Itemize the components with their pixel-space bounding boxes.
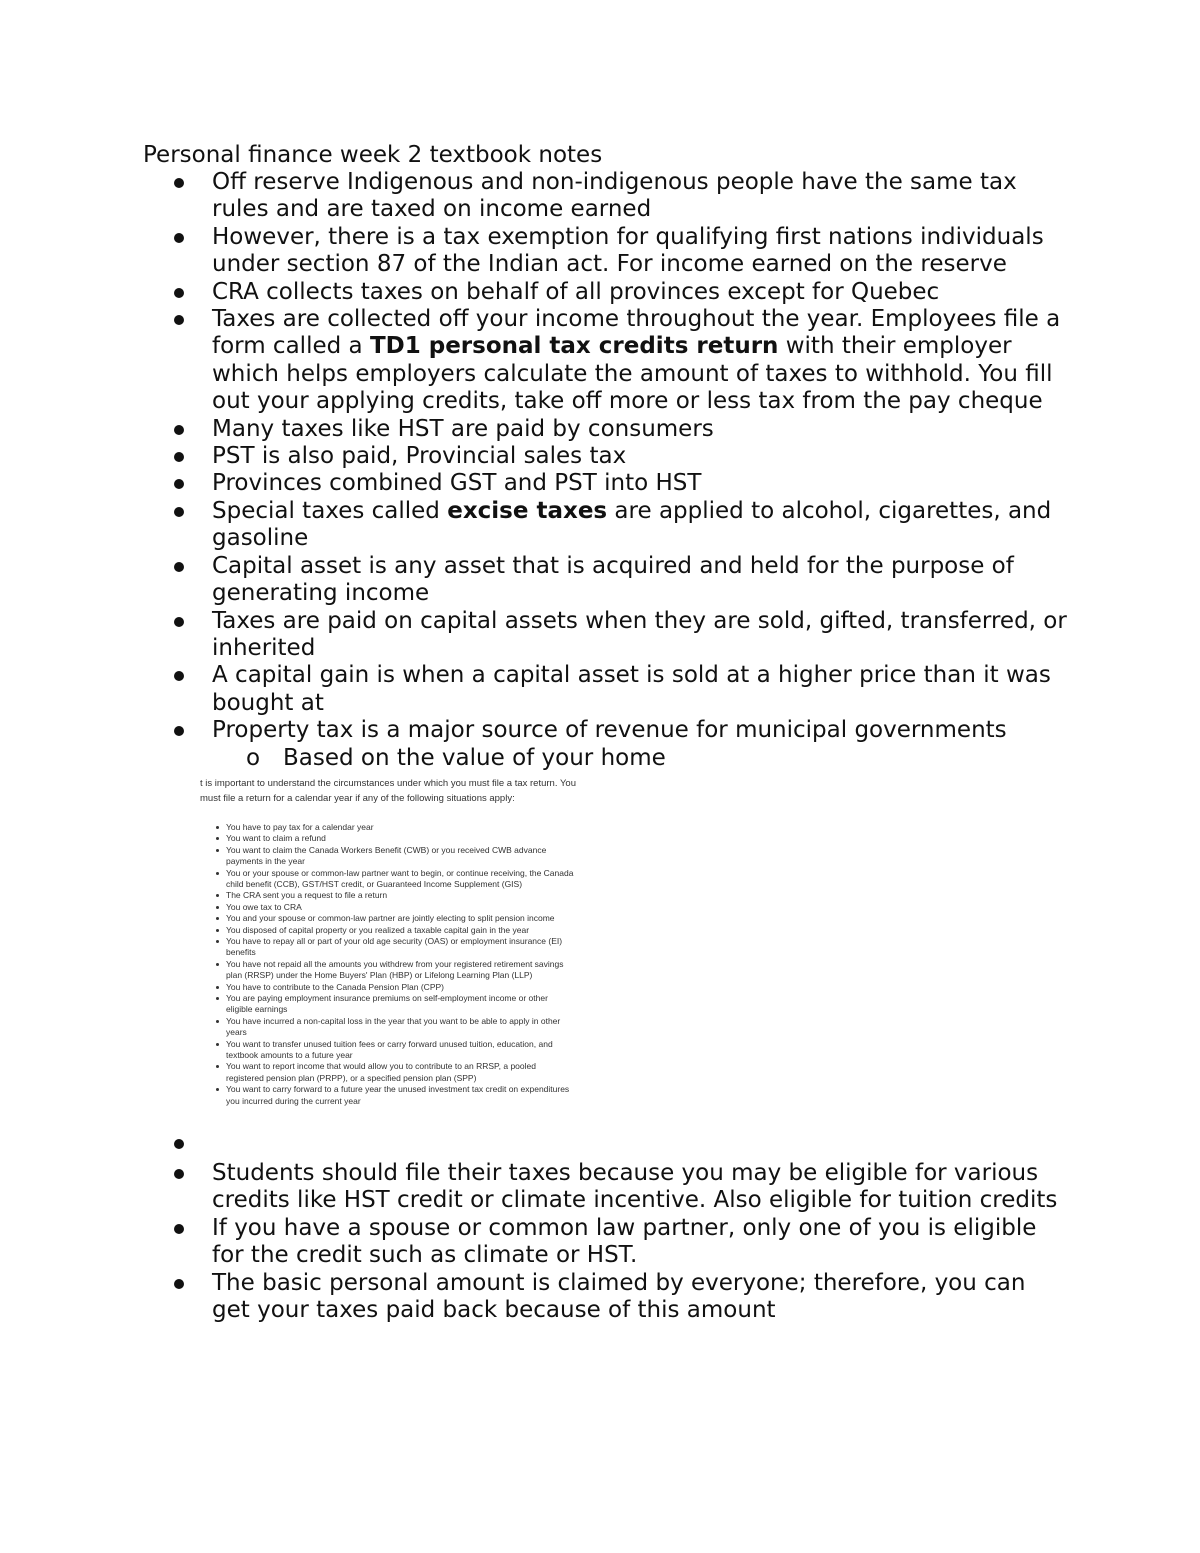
bullet-icon (216, 929, 219, 932)
embedded-list-item (214, 959, 574, 982)
page-title: Personal finance week 2 textbook notes (143, 142, 603, 168)
item-text: Off reserve Indigenous and non-indigenous people have the same tax rules and are taxed on income earned (212, 169, 1017, 223)
embedded-item-text: You want to transfer unused tuition fees or carry forward unused tuition, education, and textbook amounts to a future year (226, 1038, 553, 1061)
item-text: Many taxes like HST are paid by consumers (212, 415, 714, 442)
sub-bullet-marker: o (246, 744, 261, 771)
bullet-icon (216, 963, 219, 966)
list-item (0, 498, 1200, 553)
item-text: Special taxes called (212, 497, 448, 524)
item-text: Property tax is a major source of revenue for municipal governments (212, 717, 1007, 744)
item-text: PST is also paid, Provincial sales tax (212, 443, 627, 470)
bullet-icon (174, 452, 184, 462)
item-text: However, there is a tax exemption for qualifying first nations individuals under section 87 of the Indian act. For income earned on the reserve (212, 223, 1044, 278)
list-item (0, 306, 1200, 416)
item-text: Based on the value of your home (283, 744, 666, 771)
list-item (0, 1160, 1200, 1215)
item-text: Taxes are paid on capital assets when they are sold, gifted, transferred, or inherited (212, 607, 1067, 661)
embedded-list-item (214, 1084, 574, 1107)
item-text: Students should file their taxes because you may be eligible for various credits like HST credit or climate incentive. Also eligible for tuition credits (212, 1159, 1058, 1214)
embedded-item-text: You have to pay tax for a calendar year (226, 821, 374, 832)
embedded-list (214, 822, 574, 1107)
embedded-list-item (214, 845, 574, 868)
embedded-list-item (214, 822, 574, 833)
bullet-icon (174, 1224, 184, 1234)
bullet-icon (174, 726, 184, 736)
item-text: A capital gain is when a capital asset is sold at a higher price than it was bought at (212, 662, 1051, 716)
bullet-icon (216, 997, 219, 1000)
list-item (0, 608, 1200, 663)
embedded-list-item (214, 902, 574, 913)
item-text: Taxes are collected off your income throughout the year. Employees file a form called a (212, 306, 1061, 360)
item-text: Provinces combined GST and PST into HST (212, 470, 702, 497)
item-text: If you have a spouse or common law partner, only one of you is eligible for the credit such as climate or HST. (212, 1214, 1037, 1269)
bullet-icon (174, 178, 184, 188)
list-item (0, 224, 1200, 279)
embedded-list-item (214, 890, 574, 901)
embedded-item-text: You want to carry forward to a future year the unused investment tax credit on expenditures you incurred during the current year (226, 1084, 570, 1106)
item-text: CRA collects taxes on behalf of all provinces except for Quebec (212, 278, 940, 305)
embedded-item-text: You disposed of capital property or you realized a taxable capital gain in the year (226, 924, 530, 935)
list-item (0, 717, 1200, 744)
notes-list (0, 169, 1200, 1324)
embedded-item-text: You want to report income that would allow you to contribute to an RRSP, a pooled registered pension plan (PRPP), or a specified pension plan (SPP) (226, 1061, 536, 1083)
embedded-item-text: You and your spouse or common-law partner are jointly electing to split pension income (226, 913, 555, 924)
list-item (0, 1270, 1200, 1325)
bullet-icon (174, 507, 184, 517)
list-item (0, 279, 1200, 306)
bullet-icon (174, 425, 184, 435)
embedded-list-item (214, 993, 574, 1016)
bullet-icon (216, 1043, 219, 1046)
item-text: with their employer which helps employers calculate the amount of taxes to withhold. You fill out your applying credits, take off more or less tax from the pay cheque (212, 333, 1053, 415)
bullet-icon (216, 940, 219, 943)
bullet-icon (216, 1088, 219, 1091)
embedded-list-item (214, 982, 574, 993)
embedded-item-text: You have not repaid all the amounts you withdrew from your registered retirement savings plan (RRSP) under the Home Buyers' Plan (HBP) or Lifelong Learning Plan (LLP) (226, 958, 564, 981)
item-text: Capital asset is any asset that is acquired and held for the purpose of generating income (212, 552, 1014, 607)
bold-term: TD1 personal tax credits return (369, 333, 779, 360)
list-item (0, 416, 1200, 443)
embedded-list-item (214, 868, 574, 891)
embedded-item-text: You want to claim the Canada Workers Benefit (CWB) or you received CWB advance payments in the year (226, 844, 547, 867)
bold-term: excise taxes (447, 497, 608, 524)
bullet-icon (174, 562, 184, 572)
embedded-intro-text: t is important to understand the circumstances under which you must file a tax return. You must file a return for a calendar year if any of the following situations apply: (200, 777, 576, 804)
bullet-icon (216, 917, 219, 920)
bullet-icon (216, 1020, 219, 1023)
bullet-icon (174, 288, 184, 298)
embedded-item-text: You owe tax to CRA (226, 901, 302, 912)
bullet-icon (216, 872, 219, 875)
list-item (0, 443, 1200, 470)
bullet-icon (174, 1169, 184, 1179)
embedded-item-text: You are paying employment insurance premiums on self-employment income or other eligible earnings (226, 993, 548, 1015)
bullet-icon (174, 617, 184, 627)
list-item (0, 553, 1200, 608)
bullet-icon (216, 1065, 219, 1068)
embedded-screenshot (200, 772, 580, 1130)
bullet-icon (216, 894, 219, 897)
embedded-item-text: You have incurred a non-capital loss in the year that you want to be able to apply in other years (226, 1015, 561, 1038)
embedded-list-item (214, 833, 574, 844)
embedded-item-text: You have to repay all or part of your old age security (OAS) or employment insurance (EI) benefits (226, 936, 563, 958)
bullet-icon (174, 1279, 184, 1289)
list-item (0, 662, 1200, 717)
bullet-icon (216, 849, 219, 852)
embedded-list-item (214, 1016, 574, 1039)
bullet-icon (174, 671, 184, 681)
embedded-list-item (214, 1061, 574, 1084)
embedded-item-text: You have to contribute to the Canada Pension Plan (CPP) (226, 981, 444, 992)
item-text: are applied to alcohol, cigarettes, and gasoline (212, 497, 1052, 552)
list-item (0, 169, 1200, 224)
bullet-icon (174, 233, 184, 243)
item-text: The basic personal amount is claimed by everyone; therefore, you can get your taxes paid back because of this amount (212, 1269, 1026, 1323)
empty-list-item (0, 1130, 1200, 1160)
bullet-icon (216, 837, 219, 840)
list-item (0, 470, 1200, 497)
sub-list-item (0, 745, 1200, 772)
embedded-item-text: The CRA sent you a request to file a return (226, 890, 388, 901)
list-item (0, 1215, 1200, 1270)
embedded-list-item (214, 936, 574, 959)
embedded-list-item (214, 925, 574, 936)
embedded-item-text: You want to claim a refund (226, 833, 326, 844)
embedded-image-row (0, 772, 1200, 1130)
bullet-icon (216, 906, 219, 909)
embedded-list-item (214, 913, 574, 924)
embedded-list-item (214, 1039, 574, 1062)
bullet-icon (216, 986, 219, 989)
bullet-icon (216, 826, 219, 829)
bullet-icon (174, 479, 184, 489)
bullet-icon (174, 1139, 184, 1149)
bullet-icon (174, 315, 184, 325)
embedded-item-text: You or your spouse or common-law partner want to begin, or continue receiving, the Canada child benefit (CCB), GST/HST credit, or Guaranteed Income Supplement (GIS) (226, 867, 574, 889)
